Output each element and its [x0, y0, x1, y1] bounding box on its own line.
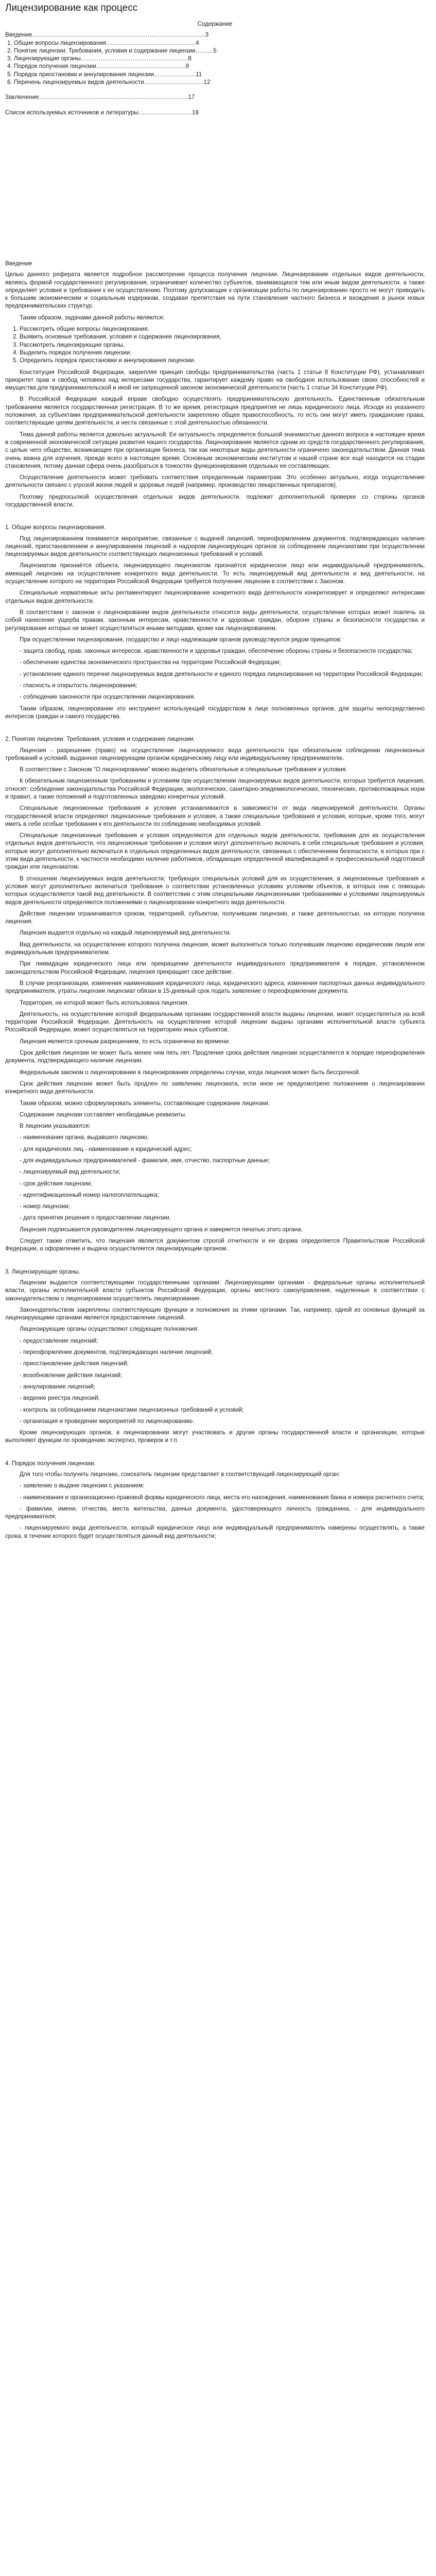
- section-paragraph: В случае реорганизации, изменения наименования юридического лица, юридического адреса, изменения паспортных данных индивидуального предпринимателя, утраты лицензии лицензиат обязан в 15-дневный срок подать заявление о переоформлении документа.: [5, 979, 425, 995]
- section-3: [5, 1268, 425, 1445]
- section-paragraph: Лицензии выдаются соответствующими государственными органами. Лицензирующими органами - федеральные органы исполнительной власти, органы исполнительной власти субъектов Российской Федерации, органы местного самоуправления, наделенные в соответствии с законодательством о лицензировании осуществлять лицензирование.: [5, 1279, 425, 1302]
- list-item: - переоформление документов, подтверждающих наличие лицензий;: [20, 1349, 213, 1356]
- section-paragraph: Содержание лицензии составляет необходимые реквизиты.: [20, 1111, 187, 1118]
- section-gap: [5, 724, 425, 731]
- section-4-heading: 4. Порядок получения лицензии.: [5, 1460, 96, 1467]
- list-item: - обеспечение единства экономического пространства на территории Российской Федерации;: [20, 659, 281, 666]
- section-paragraph: В отношении лицензируемых видов деятельности, требующих специальных условий для их осуществления, в лицензионные требования и условия могут дополнительно включаться требования о соответствии установленных условиях условиям объектов, в которых они с помощью которых осуществляется такой вид деятельности. В соответствии с этим специальными лицензионными требованиями и условиями лицензируемых видов деятельности определяются положениями о лицензировании конкретного вида деятельности.: [5, 875, 425, 906]
- list-item: - для индивидуальных предпринимателей - фамилия, имя, отчество, паспортные данные;: [20, 1157, 270, 1164]
- list-item: 2. Выявить основные требования, условия и содержание лицензирования,: [20, 333, 425, 341]
- list-item: - лицензируемый вид деятельности;: [20, 1168, 120, 1176]
- toc-heading: Содержание: [197, 21, 233, 27]
- intro-paragraph: Тема данной работы является довольно актуальной. Ее актуальность определяется большой значимостью данного вопроса в настоящее время в современной экономической ситуации развития нашего государства. Лицензирование является одним из средств государственного регулирования, с целью чего общество, возникающее при организации бизнеса, так как некоторые виды деятельности ограничено законодательством. Данная тема очень важна для изучения, прежде всего в настоящее время. Основным экономическим институтом и нашей стране все ещё находится на стадии становления, потому данная сфера очень разобраться в тонкостях функционирования отдельных ее составляющих.: [5, 431, 425, 469]
- list-item: 4. Выделить порядок получения лицензии.: [20, 349, 425, 357]
- list-item: - наименования и организационно-правовой формы юридического лица, места его нахождения, наименования банка и номера расчетного счета;: [20, 1494, 425, 1501]
- section-paragraph: Специальные нормативные акты регламентируют лицензирование конкретного вида деятельности конкретизирует и определяют интересами отдельных видов деятельности.: [5, 589, 425, 604]
- toc-item[interactable]: 2. Понятие лицензии. Требования, условия и содержание лицензии………5: [7, 47, 217, 54]
- section-gap: [5, 1257, 425, 1264]
- principles-list: [5, 647, 425, 701]
- section-paragraph: Специальные лицензионные требования и условия определяются для отдельных видов деятельности, требования для их осуществления отдельных видов деятельности, что лицензионные требования и условия могут дополнительно включать в себя специальные требования и условия, которые могут дополнительно включаться в отдельных определенных видов деятельности, связанных с обеспечением безопасности, в которых при с этим вида деятельности, к частности необходимо наличие работников, обладающих определенной квалификацией и профессиональной подготовкой граждан или лицензиатом.: [5, 832, 425, 871]
- section-paragraph: Под лицензированием понимается мероприятие, связанные с выдачей лицензий, переоформлением документов, подтверждающих наличие лицензий, приостановлением и аннулированием лицензий и надзором лицензирующих органов за соблюдением лицензиатами при осуществлении лицензируемых видов деятельности соответствующих лицензионных требований и условий.: [5, 535, 425, 558]
- section-gap: [5, 512, 425, 519]
- list-item: - срок действия лицензии;: [20, 1180, 93, 1187]
- list-item: - наименование органа, выдавшего лицензию;: [20, 1134, 149, 1141]
- section-2: [5, 735, 425, 1252]
- table-of-contents: [5, 31, 425, 116]
- section-paragraph: В лицензии указываются:: [20, 1123, 91, 1130]
- section-paragraph: Специальные лицензионные требования и условия устанавливаются в зависимости от вида лицензируемой деятельности. Органы государственной власти определяют лицензионные требования и условия, а также специальные требования и условия, которые, кроме того, могут иметь в себе особые требования к его деятельности по соблюдению необходимых условий.: [5, 805, 425, 827]
- list-item: - дата принятия решения о предоставлении лицензии.: [20, 1214, 171, 1222]
- intro-section: [5, 260, 425, 509]
- toc-spacer: [5, 86, 425, 93]
- list-item: 5. Определить порядок приостановки и аннулирования лицензии.: [20, 357, 425, 364]
- toc-item[interactable]: Введение……………………………………………………………………………3: [5, 31, 209, 39]
- list-item: - организация и проведение мероприятий по лицензированию.: [20, 1417, 195, 1425]
- list-item: - для юридических лиц - наименование и юридический адрес;: [20, 1145, 192, 1153]
- list-item: - номер лицензии;: [20, 1203, 71, 1210]
- section-paragraph: Действие лицензии ограничивается сроком, территорией, субъектом, получившим лицензию, и также деятельностью, на которую получена лицензия.: [5, 910, 425, 925]
- section-gap: [5, 1448, 425, 1455]
- section-paragraph: К обязательным лицензионным требованиям и условиям при осуществлении лицензируемых видов деятельности, которых требуется лицензия, относят: соблюдение законодательства Российской Федерации, экологических, санитарно-эпидемиологических, технических, противопожарных норм и правил, а также положений и подготовленных заведомо конкретных условий.: [5, 777, 425, 800]
- section-paragraph: Следует также отметить, что лицензия является документом строгой отчетности и ее форма определяется Правительством Российской Федерации, а оформление и выдача осуществляется лицензирующим органом.: [5, 1238, 425, 1252]
- section-2-heading: 2. Понятие лицензии. Требования, условия и содержание лицензии.: [5, 736, 195, 743]
- section-1-heading: 1. Общие вопросы лицензирования.: [5, 524, 106, 531]
- license-requisites-list: [5, 1133, 425, 1222]
- intro-paragraph: В Российской Федерации каждый вправе свободно осуществлять предпринимательскую деятельность. Единственным обязательным требованием является государственная регистрация. В то же время, регистрация предприятия не лишь юридического лица. Исходя из указанного положения, за субъектами предпринимательской деятельности закреплено общее правоспособность, то есть они могут иметь гражданские права, соответствующие целям деятельности, и нести связанные с этой деятельностью обязанности.: [5, 396, 425, 427]
- intro-paragraph: Поэтому предпосылкой осуществления отдельных видов деятельности, подлежит дополнительной проверке со стороны органов государственной власти.: [5, 493, 425, 508]
- list-item: - защита свобод, прав, законных интересов, нравственности и здоровья граждан, обеспечение обороны страны и безопасности государства;: [20, 648, 413, 655]
- list-item: - гласность и открытость лицензирования;: [20, 682, 137, 689]
- list-item: - возобновление действия лицензий;: [20, 1371, 123, 1379]
- list-item: - приостановление действия лицензий;: [20, 1360, 129, 1367]
- intro-paragraph: Конституция Российской Федерации, закрепляя принцип свободы предпринимательства (часть 1 статьи 8 Конституции РФ), устанавливает приоритет прав и свобод человека над интересами государства, гарантирует каждому право на свободное использование своих способностей и имущества для предпринимательской и иной не запрещенной законом экономической деятельности (часть 1 статьи 34 Конституции РФ).: [5, 368, 425, 392]
- authority-powers-list: [5, 1337, 425, 1425]
- list-item: - соблюдение законности при осуществлении лицензирования.: [20, 693, 196, 701]
- section-paragraph: Таким образом, можно сформулировать элементы, составляющие содержание лицензии.: [20, 1099, 270, 1107]
- toc-item[interactable]: 3. Лицензирующие органы………………………………………………8: [7, 55, 191, 62]
- page-title: Лицензирование как процесс: [5, 3, 138, 13]
- blank-area: [5, 116, 425, 256]
- list-item: 3. Рассмотреть лицензирующие органы,: [20, 341, 425, 349]
- section-paragraph: Лицензиатом признаётся объекта, лицензирующего лицензиатом признаётся юридическое лицо или индивидуальный предприниматель, имеющий лицензию на осуществление конкретного вида деятельности. То есть лицензируемый вид деятельности и вид деятельности, на осуществление которого на территории Российской Федерации требуется получение лицензии в соответствии с Законом.: [5, 562, 425, 585]
- toc-item[interactable]: 5. Порядок приостановки и аннулирования лицензии…………………11: [7, 71, 202, 78]
- section-paragraph: В соответствии с Законом "О лицензировании" можно выделить обязательные и специальные требования и условия.: [20, 766, 347, 773]
- toc-item[interactable]: 4. Порядок получения лицензии………………………………………9: [7, 63, 189, 70]
- section-1: [5, 523, 425, 720]
- section-paragraph: Лицензирующие органы осуществляют следующие полномочия:: [20, 1326, 199, 1333]
- list-item: - контроль за соблюдением лицензиатами лицензионных требований и условий;: [20, 1406, 244, 1413]
- list-item: - идентификационный номер налогоплательщика;: [20, 1191, 159, 1198]
- section-paragraph: Срок действия лицензии может быть продлен по заявлению лицензиата, если иное не предусмотрено положением о лицензировании конкретного вида деятельности.: [5, 1080, 425, 1095]
- toc-item[interactable]: 6. Перечень лицензируемых видов деятельности…………………………12: [7, 79, 211, 86]
- intro-paragraph: Целью данного реферата является подробное рассмотрение процесса получения лицензии. Лицензирование отдельных видов деятельности, являясь формой государственного регулирования, ограничивает количество субъектов, занимающихся тем или иным видом деятельности, а также определяет условия и требования к ее осуществлению. Поэтому допускающие к организации работы по лицензированию просто не могут приводить к большим экономическим и социальным издержкам, создавая препятствия на пути становления частного бизнеса и вхождения в рынок новых предпринимательских структур.: [5, 271, 425, 310]
- toc-item[interactable]: Заключение…………………………………………………………………17: [5, 94, 195, 101]
- list-item: - аннулирование лицензий;: [20, 1383, 96, 1390]
- section-paragraph: Лицензия выдается отдельно на каждый лицензируемый вид деятельности.: [20, 929, 231, 937]
- section-paragraph: При осуществлении лицензирования, государство и лицо надлежащим органов руководствуются рядом принципов:: [20, 636, 342, 643]
- section-paragraph: Территория, на которой может быть использована лицензия.: [20, 999, 189, 1006]
- list-item: - ведение реестра лицензий;: [20, 1395, 100, 1402]
- section-paragraph: Лицензия - разрешение (право) на осуществление лицензируемого вида деятельности при обязательном соблюдении лицензионных требований и условий, выданное лицензирующим органом юридическому лицу или индивидуальному предпринимателю.: [5, 747, 425, 761]
- list-item: - фамилии, имени, отчества, места жительства, данных документа, удостоверяющего личность гражданина, - для индивидуального предпринимателя;: [5, 1505, 425, 1520]
- intro-heading: Введение: [5, 260, 32, 267]
- section-paragraph: В соответствии с законом о лицензировании видов деятельности относятся виды деятельности, осуществление которых может повлечь за собой нанесение ущерба правам, законным интересам, нравственности и здоровью граждан, обороне страны и безопасности государства и регулирование которых не может осуществляться иными методами, кроме как лицензированием.: [5, 608, 425, 632]
- section-paragraph: Лицензия подписывается руководителем лицензирующего органа и заверяется печатью этого органа.: [20, 1226, 303, 1233]
- list-item: 1. Рассмотреть общие вопросы лицензирования.: [20, 325, 425, 333]
- list-item: - установление единого перечня лицензируемых видов деятельности и единого порядка лицензирования на территории Российской Федерации;: [20, 670, 423, 677]
- toc-item[interactable]: 1. Общие вопросы лицензирования………………………………………4: [7, 39, 199, 46]
- section-paragraph: Вид деятельности, на осуществление которого получена лицензия, может выполняться только получившим лицензию юридическим лицом или индивидуальным предпринимателем.: [5, 941, 425, 956]
- section-paragraph: Федеральным законом о лицензировании в лицензировании определены случаи, когда лицензия может быть бессрочной.: [20, 1069, 360, 1076]
- section-paragraph: Срок действия лицензии не может быть менее чем пять лет. Продление срока действия лицензии осуществляется в порядке переоформления документа, подтверждающего наличие лицензии.: [5, 1049, 425, 1064]
- section-paragraph: Таким образом, лицензирование это инструмент использующий государством в лице полномочных органов, для защиты непосредственно интересов граждан и самого государства.: [5, 705, 425, 720]
- section-paragraph: При ликвидации юридического лица или прекращении деятельности индивидуального предпринимателя в порядке, установленном законодательством Российской Федерации, лицензия прекращает свое действие.: [5, 960, 425, 975]
- toc-item[interactable]: Список используемых источников и литературы………………………18: [5, 109, 199, 116]
- section-paragraph: Кроме лицензирующих органов, в лицензировании могут участвовать и другие органы государственной власти и организации, которые выполняют функции по проведению экспертиз, проверок и т.п.: [5, 1429, 425, 1444]
- intro-task-list: [5, 325, 425, 364]
- section-3-heading: 3. Лицензирующие органы.: [5, 1268, 80, 1275]
- section-4: [5, 1460, 425, 1540]
- list-item: - заявление о выдаче лицензии с указанием:: [20, 1482, 145, 1489]
- list-item: - предоставление лицензий;: [20, 1337, 98, 1344]
- section-paragraph: Законодательством закреплены соответствующие функции и полномочия за этими органами. Так, например, одной из основных функций за лицензирующими органами является предоставление лицензий.: [5, 1306, 425, 1321]
- intro-tasks-lead: Таким образом, задачами данной работы являются:: [20, 314, 165, 321]
- section-paragraph: Деятельность, на осуществление которой федеральными органами государственной власти выданы лицензии, может осуществляться на всей территории Российской Федерации. Деятельность на осуществление которой лицензии выданы органами исполнительной власти субъекта Российской Федерации, может осуществляться на территориях иных субъектов.: [5, 1010, 425, 1033]
- section-paragraph: Для того чтобы получить лицензию, соискатель лицензии представляет в соответствующий лицензирующий орган:: [20, 1471, 340, 1478]
- section-paragraph: Лицензия является срочным разрешением, то есть ограничена во времени.: [20, 1038, 231, 1045]
- list-item: - лицензируемого вида деятельности, который юридическое лицо или индивидуальный предприниматель намерены осуществлять, а также срока, в течение которого будет осуществляться данный вид деятельности;: [5, 1524, 425, 1539]
- application-documents-list: [5, 1482, 425, 1540]
- toc-spacer: [5, 101, 425, 109]
- intro-paragraph: Осуществление деятельности может требовать соответствия определенным параметрам. Это особенно актуально, когда осуществление деятельности связано с угрозой жизни людей и здоровья людей (например, производство лекарственных препаратов).: [5, 474, 425, 489]
